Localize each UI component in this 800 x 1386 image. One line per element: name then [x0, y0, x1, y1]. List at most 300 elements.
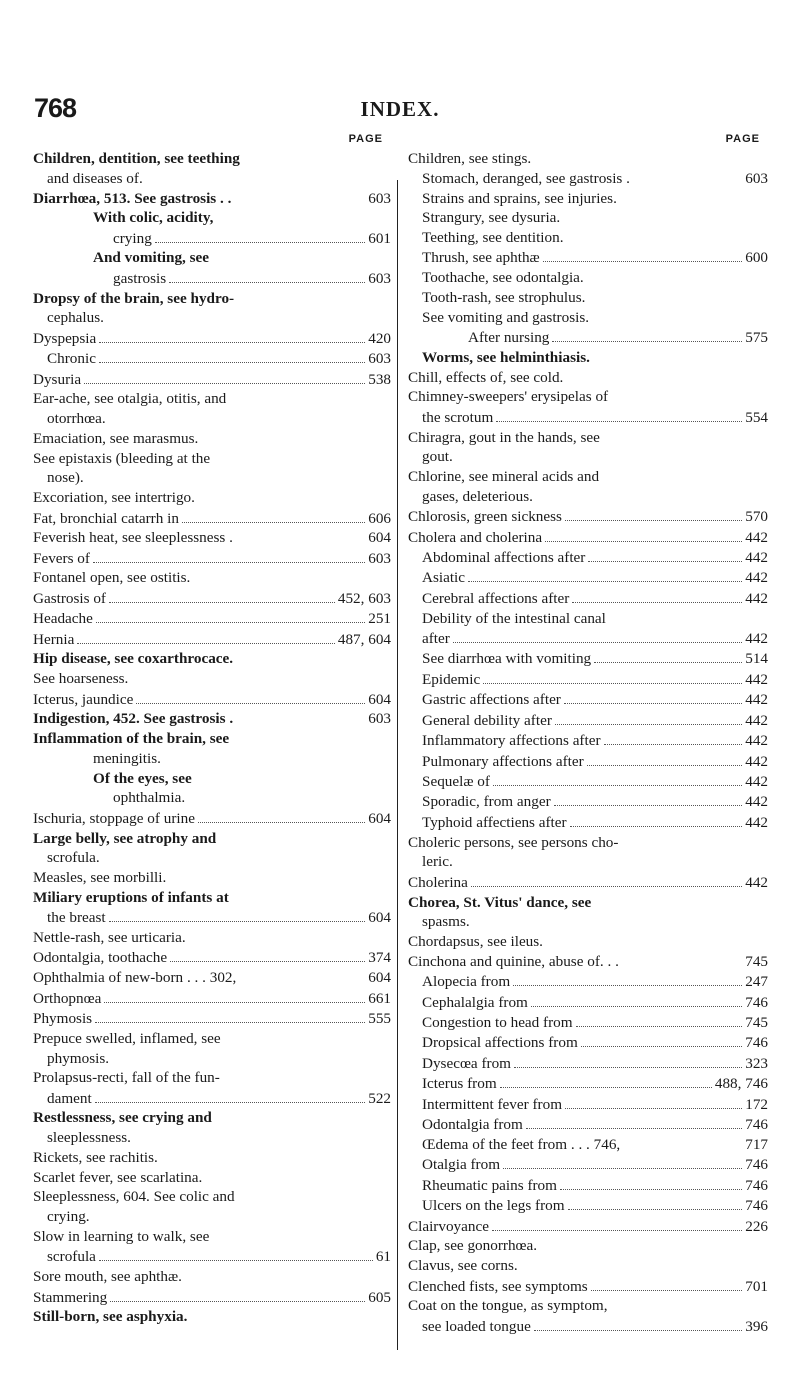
index-entry: [33, 449, 391, 469]
entry-page-ref: 442: [745, 630, 768, 648]
index-entry: [33, 928, 391, 948]
entry-term: Cephalalgia from: [422, 993, 528, 1011]
entry-term: With colic, acidity,: [93, 209, 214, 227]
entry-page-ref: 442: [745, 549, 768, 567]
entry-term: Sore mouth, see aphthæ.: [33, 1268, 182, 1286]
entry-term: crying.: [47, 1208, 90, 1226]
index-entry: [33, 629, 391, 649]
dot-leader: [77, 629, 335, 644]
dot-leader: [468, 568, 742, 583]
entry-term: Alopecia from: [422, 973, 511, 991]
entry-term: and diseases of.: [47, 169, 143, 187]
dot-leader: [110, 1287, 365, 1302]
entry-page-ref: 442: [745, 813, 768, 831]
entry-term: Gastric affections after: [422, 691, 561, 709]
index-entry: [33, 488, 391, 508]
index-entry: [33, 369, 391, 389]
dot-leader: [560, 1175, 742, 1190]
entry-page-ref: 746: [745, 1116, 768, 1134]
index-entry: [408, 812, 768, 832]
index-entry: [33, 1128, 391, 1148]
index-entry: [33, 568, 391, 588]
index-entry: [33, 169, 391, 189]
dot-leader: [622, 952, 742, 966]
entry-term: cephalus.: [47, 309, 104, 327]
entry-term: spasms.: [422, 913, 470, 931]
dot-leader: [99, 349, 365, 364]
entry-term: Chronic: [47, 350, 96, 368]
entry-page-ref: 247: [745, 973, 768, 991]
dot-leader: [109, 908, 366, 923]
entry-page-ref: 452, 603: [337, 589, 391, 607]
dot-leader: [570, 812, 743, 827]
entry-term: Cholerina: [408, 873, 468, 891]
dot-leader: [633, 169, 742, 183]
dot-leader: [500, 1074, 712, 1089]
entry-term: After nursing: [468, 329, 550, 347]
dot-leader: [84, 369, 365, 384]
index-entry: [33, 1168, 391, 1188]
entry-term: Hip disease, see coxarthrocace.: [33, 650, 234, 668]
entry-term: Strangury, see dysuria.: [422, 209, 561, 227]
index-entry: [408, 288, 768, 308]
index-entry: [408, 1033, 768, 1053]
entry-term: Dropsical affections from: [422, 1034, 578, 1052]
entry-term: Stomach, deranged, see gastrosis .: [422, 169, 630, 187]
entry-term: Coat on the tongue, as symptom,: [408, 1297, 608, 1315]
dot-leader: [109, 588, 335, 603]
entry-term: Tooth-rash, see strophulus.: [422, 288, 586, 306]
entry-page-ref: 600: [745, 249, 768, 267]
index-entry: [408, 428, 768, 448]
index-entry: [408, 649, 768, 669]
entry-page-ref: 570: [745, 508, 768, 526]
entry-page-ref: 717: [745, 1135, 768, 1153]
entry-term: Dysuria: [33, 370, 82, 388]
entry-page-ref: 746: [745, 1156, 768, 1174]
dot-leader: [234, 189, 365, 203]
entry-page-ref: 603: [368, 549, 391, 567]
entry-term: Œdema of the feet from . . . 746,: [422, 1135, 621, 1153]
entry-term: gastrosis: [113, 269, 167, 287]
entry-term: Stammering: [33, 1288, 108, 1306]
entry-term: Excoriation, see intertrigo.: [33, 489, 195, 507]
index-entry: [33, 429, 391, 449]
entry-term: Of the eyes, see: [93, 769, 192, 787]
index-entry: [33, 409, 391, 429]
entry-term: Large belly, see atrophy and: [33, 829, 217, 847]
index-entry: [33, 709, 391, 729]
index-entry: [33, 868, 391, 888]
index-entry: [408, 1236, 768, 1256]
entry-term: Chlorine, see mineral acids and: [408, 468, 600, 486]
dot-leader: [572, 588, 742, 603]
index-entry: [33, 888, 391, 908]
entry-page-ref: 420: [368, 329, 391, 347]
dot-leader: [236, 529, 365, 543]
entry-page-ref: 603: [368, 189, 391, 207]
entry-term: sleeplessness.: [47, 1129, 131, 1147]
index-entry: [33, 1307, 391, 1327]
index-entry: [33, 1029, 391, 1049]
index-column-right: [408, 133, 768, 1336]
index-entry: [408, 609, 768, 629]
entry-page-ref: 488, 746: [714, 1075, 768, 1093]
index-entry: [33, 1227, 391, 1247]
entry-term: Orthopnœa: [33, 989, 102, 1007]
dot-leader: [604, 730, 743, 745]
index-entry: [33, 609, 391, 629]
index-entry: [33, 508, 391, 528]
index-entry: [33, 1068, 391, 1088]
index-entry: [408, 1074, 768, 1094]
entry-page-ref: 442: [745, 691, 768, 709]
entry-page-ref: 746: [745, 1034, 768, 1052]
dot-leader: [239, 968, 365, 982]
index-entry: [408, 588, 768, 608]
entry-term: Odontalgia, toothache: [33, 949, 168, 967]
entry-page-ref: 251: [368, 610, 391, 628]
index-entry: [33, 1187, 391, 1207]
index-entry: [33, 289, 391, 309]
entry-page-ref: 442: [745, 732, 768, 750]
entry-page-ref: 746: [745, 993, 768, 1011]
index-entry: [408, 169, 768, 189]
entry-page-ref: 604: [368, 690, 391, 708]
entry-term: Asiatic: [422, 569, 466, 587]
index-entry: [33, 268, 391, 288]
entry-term: See vomiting and gastrosis.: [422, 308, 590, 326]
dot-leader: [587, 751, 743, 766]
entry-term: Fevers of: [33, 549, 90, 567]
entry-term: the breast: [47, 909, 106, 927]
dot-leader: [555, 710, 742, 725]
entry-list: [33, 149, 391, 1327]
entry-term: Prepuce swelled, inflamed, see: [33, 1029, 221, 1047]
dot-leader: [99, 328, 365, 343]
dot-leader: [93, 548, 365, 563]
index-entry: [408, 1316, 768, 1336]
entry-page-ref: 172: [745, 1095, 768, 1113]
index-entry: [33, 208, 391, 228]
index-entry: [33, 749, 391, 769]
index-entry: [33, 228, 391, 248]
entry-term: Phymosis: [33, 1010, 93, 1027]
index-entry: [408, 893, 768, 913]
dot-leader: [545, 527, 742, 542]
dot-leader: [513, 972, 742, 987]
entry-term: Prolapsus-recti, fall of the fun-: [33, 1069, 220, 1087]
entry-term: Debility of the intestinal canal: [422, 609, 606, 627]
page-header: [34, 93, 766, 123]
index-entry: [33, 948, 391, 968]
entry-term: the scrotum: [422, 408, 494, 426]
entry-term: Restlessness, see crying and: [33, 1109, 212, 1127]
index-entry: [408, 771, 768, 791]
dot-leader: [581, 1033, 742, 1048]
entry-term: Otalgia from: [422, 1156, 501, 1174]
entry-term: Ophthalmia of new-born . . . 302,: [33, 969, 237, 987]
entry-term: Emaciation, see marasmus.: [33, 429, 199, 447]
entry-page-ref: 745: [745, 952, 768, 970]
index-entry: [33, 829, 391, 849]
entry-term: Icterus, jaundice: [33, 690, 134, 708]
entry-page-ref: 323: [745, 1054, 768, 1072]
dot-leader: [594, 649, 742, 664]
index-entry: [33, 328, 391, 348]
entry-term: Toothache, see odontalgia.: [422, 269, 584, 287]
entry-term: Children, see stings.: [408, 150, 532, 167]
entry-term: phymosis.: [47, 1049, 110, 1067]
entry-term: Chimney-sweepers' erysipelas of: [408, 388, 609, 406]
entry-term: Ulcers on the legs from: [422, 1197, 565, 1215]
entry-page-ref: 514: [745, 650, 768, 668]
dot-leader: [552, 327, 742, 342]
dot-leader: [95, 1008, 365, 1023]
running-title: INDEX.: [360, 97, 440, 121]
dot-leader: [514, 1053, 742, 1068]
index-entry: [408, 628, 768, 648]
entry-term: gout.: [422, 448, 453, 466]
index-entry: [408, 1155, 768, 1175]
entry-page-ref: 661: [368, 989, 391, 1007]
dot-leader: [564, 690, 742, 705]
dot-leader: [471, 872, 742, 887]
entry-term: Fat, bronchial catarrh in: [33, 509, 179, 527]
entry-term: See diarrhœa with vomiting: [422, 650, 592, 668]
index-entry: [408, 308, 768, 328]
entry-term: Clenched fists, see symptoms: [408, 1277, 588, 1295]
entry-term: Hernia: [33, 630, 75, 648]
dot-leader: [503, 1155, 742, 1170]
index-entry: [33, 248, 391, 268]
index-entry: [33, 1148, 391, 1168]
index-entry: [33, 548, 391, 568]
entry-page-ref: 442: [745, 528, 768, 546]
entry-term: Sporadic, from anger: [422, 793, 551, 811]
dot-leader: [99, 1247, 373, 1262]
entry-page-ref: 746: [745, 1197, 768, 1215]
index-entry: [408, 407, 768, 427]
index-entry: [408, 248, 768, 268]
dot-leader: [104, 988, 365, 1003]
index-entry: [408, 669, 768, 689]
index-entry: [33, 729, 391, 749]
index-entry: [408, 149, 768, 169]
dot-leader: [591, 1276, 743, 1291]
entry-term: scrofula.: [47, 849, 100, 867]
entry-term: Sleeplessness, 604. See colic and: [33, 1188, 235, 1206]
entry-term: Measles, see morbilli.: [33, 869, 167, 887]
dot-leader: [554, 792, 743, 807]
entry-page-ref: 442: [745, 752, 768, 770]
entry-term: ophthalmia.: [113, 789, 186, 807]
dot-leader: [453, 628, 742, 643]
entry-page-ref: 442: [745, 793, 768, 811]
dot-leader: [95, 1088, 366, 1103]
dot-leader: [492, 1216, 742, 1231]
entry-term: Choleric persons, see persons cho-: [408, 833, 619, 851]
index-entry: [408, 527, 768, 547]
page-column-label: PAGE: [348, 133, 383, 145]
index-entry: [33, 588, 391, 608]
entry-page-ref: 604: [368, 529, 391, 547]
index-entry: [408, 487, 768, 507]
entry-page-ref: 605: [368, 1288, 391, 1306]
entry-page-ref: 604: [368, 969, 391, 987]
entry-page-ref: 538: [368, 370, 391, 388]
dot-leader: [496, 407, 742, 422]
dot-leader: [96, 609, 365, 624]
page-number: 768: [34, 93, 77, 123]
dot-leader: [136, 689, 365, 704]
dot-leader: [565, 507, 742, 522]
index-entry: [408, 710, 768, 730]
entry-term: meningitis.: [93, 749, 161, 767]
index-entry: [33, 908, 391, 928]
entry-page-ref: 226: [745, 1217, 768, 1235]
entry-term: Chordapsus, see ileus.: [408, 933, 543, 951]
entry-page-ref: 603: [368, 269, 391, 287]
entry-term: gases, deleterious.: [422, 487, 533, 505]
entry-term: Diarrhœa, 513. See gastrosis . .: [33, 189, 232, 207]
entry-term: Cerebral affections after: [422, 589, 570, 607]
index-entry: [33, 1207, 391, 1227]
entry-term: Strains and sprains, see injuries.: [422, 189, 617, 207]
entry-page-ref: 442: [745, 589, 768, 607]
entry-page-ref: 575: [745, 329, 768, 347]
entry-term: nose).: [47, 469, 84, 487]
index-entry: [33, 1008, 391, 1028]
index-entry: [33, 968, 391, 988]
entry-term: Epidemic: [422, 670, 481, 688]
index-entry: [33, 1267, 391, 1287]
index-entry: [33, 349, 391, 369]
entry-term: Thrush, see aphthæ: [422, 249, 540, 267]
entry-page-ref: 442: [745, 873, 768, 891]
index-entry: [33, 1088, 391, 1108]
index-entry: [33, 528, 391, 548]
entry-term: Scarlet fever, see scarlatina.: [33, 1168, 203, 1186]
entry-term: Chlorosis, green sickness: [408, 508, 562, 526]
entry-page-ref: 603: [368, 350, 391, 368]
entry-term: Pulmonary affections after: [422, 752, 584, 770]
index-entry: [408, 1175, 768, 1195]
page-column-label: PAGE: [725, 133, 760, 145]
entry-page-ref: 487, 604: [337, 630, 391, 648]
dot-leader: [531, 992, 742, 1007]
index-entry: [408, 1276, 768, 1296]
entry-page-ref: 604: [368, 909, 391, 927]
index-entry: [408, 833, 768, 853]
dot-leader: [588, 547, 742, 562]
entry-term: Clavus, see corns.: [408, 1257, 518, 1275]
entry-term: Cholera and cholerina: [408, 528, 543, 546]
index-entry: [408, 992, 768, 1012]
index-entry: [408, 387, 768, 407]
entry-term: Indigestion, 452. See gastrosis .: [33, 710, 234, 728]
entry-term: Intermittent fever from: [422, 1095, 563, 1113]
dot-leader: [170, 948, 365, 963]
index-entry: [33, 149, 391, 169]
index-entry: [408, 912, 768, 932]
index-entry: [408, 730, 768, 750]
dot-leader: [169, 268, 365, 283]
entry-term: Abdominal affections after: [422, 549, 586, 567]
index-entry: [408, 368, 768, 388]
entry-term: Icterus from: [422, 1075, 497, 1093]
index-entry: [408, 690, 768, 710]
entry-term: Sequelæ of: [422, 773, 490, 790]
dot-leader: [493, 771, 742, 786]
entry-page-ref: 603: [368, 710, 391, 728]
dot-leader: [534, 1316, 742, 1331]
index-entry: [33, 1287, 391, 1307]
entry-term: otorrhœa.: [47, 410, 106, 428]
entry-term: Cinchona and quinine, abuse of. . .: [408, 952, 619, 970]
entry-term: Ear-ache, see otalgia, otitis, and: [33, 390, 227, 408]
index-entry: [408, 1296, 768, 1316]
dot-leader: [155, 228, 365, 243]
entry-term: Miliary eruptions of infants at: [33, 888, 229, 906]
dot-leader: [543, 248, 743, 263]
index-entry: [408, 1256, 768, 1276]
index-entry: [33, 689, 391, 709]
entry-page-ref: 442: [745, 711, 768, 729]
index-entry: [33, 189, 391, 209]
index-entry: [33, 1049, 391, 1069]
entry-page-ref: 554: [745, 408, 768, 426]
entry-term: Clairvoyance: [408, 1217, 489, 1235]
entry-term: Rickets, see rachitis.: [33, 1148, 158, 1166]
index-entry: [33, 1108, 391, 1128]
dot-leader: [568, 1195, 743, 1210]
entry-page-ref: 606: [368, 509, 391, 527]
index-entry: [33, 788, 391, 808]
index-entry: [33, 669, 391, 689]
entry-term: see loaded tongue: [422, 1317, 531, 1335]
index-entry: [33, 988, 391, 1008]
dot-leader: [565, 1094, 742, 1109]
entry-term: Congestion to head from: [422, 1014, 573, 1032]
entry-term: See hoarseness.: [33, 670, 129, 688]
index-entry: [408, 972, 768, 992]
index-entry: [408, 268, 768, 288]
entry-term: Dyspepsia: [33, 329, 97, 347]
index-entry: [408, 1135, 768, 1155]
entry-list: [408, 149, 768, 1336]
index-entry: [33, 848, 391, 868]
entry-term: Slow in learning to walk, see: [33, 1227, 210, 1245]
index-entry: [408, 1094, 768, 1114]
index-entry: [408, 568, 768, 588]
index-entry: [33, 1247, 391, 1267]
entry-term: Headache: [33, 610, 93, 628]
index-entry: [33, 308, 391, 328]
index-entry: [408, 208, 768, 228]
index-entry: [408, 751, 768, 771]
dot-leader: [623, 1135, 742, 1149]
entry-term: Nettle-rash, see urticaria.: [33, 928, 186, 946]
index-entry: [408, 447, 768, 467]
entry-page-ref: 603: [745, 169, 768, 187]
entry-term: Gastrosis of: [33, 589, 106, 607]
entry-page-ref: 374: [368, 949, 391, 967]
entry-term: Chorea, St. Vitus' dance, see: [408, 893, 592, 911]
dot-leader: [526, 1114, 742, 1129]
entry-page-ref: 701: [745, 1277, 768, 1295]
entry-term: Feverish heat, see sleeplessness .: [33, 529, 233, 547]
